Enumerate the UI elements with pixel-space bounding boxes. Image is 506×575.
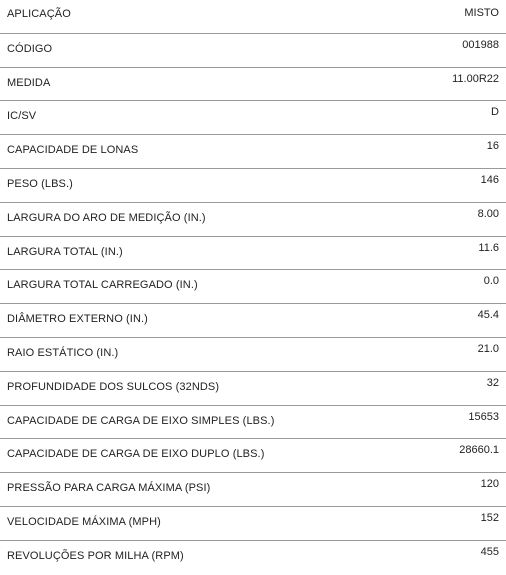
spec-row-ic-sv (0, 101, 506, 135)
spec-row-largura-aro (0, 203, 506, 237)
spec-row-revolucoes-milha (0, 541, 506, 575)
spec-label: VELOCIDADE MÁXIMA (MPH) (7, 515, 161, 528)
spec-value: 0.0 (483, 275, 499, 288)
spec-row-diametro-externo (0, 304, 506, 338)
spec-row-largura-total (0, 237, 506, 271)
spec-label: LARGURA TOTAL CARREGADO (IN.) (7, 279, 198, 292)
spec-label: APLICAÇÃO (7, 8, 71, 20)
spec-label: CAPACIDADE DE CARGA DE EIXO SIMPLES (LBS.) (7, 414, 275, 427)
spec-value: 28660.1 (459, 444, 499, 457)
spec-row-velocidade-maxima (0, 507, 506, 541)
spec-label: PROFUNDIDADE DOS SULCOS (32NDS) (7, 380, 220, 393)
spec-value: 16 (486, 140, 499, 153)
spec-value: 8.00 (477, 207, 499, 220)
spec-value: 152 (480, 511, 499, 524)
spec-value: 11.00R22 (452, 72, 499, 85)
spec-label: IC/SV (7, 110, 37, 123)
spec-label: CAPACIDADE DE LONAS (7, 144, 139, 157)
spec-row-profundidade-sulcos (0, 372, 506, 406)
spec-row-aplicacao (0, 0, 506, 34)
spec-label: MEDIDA (7, 76, 51, 89)
spec-row-largura-total-carregado (0, 270, 506, 304)
spec-value: 001988 (462, 38, 499, 51)
spec-label: REVOLUÇÕES POR MILHA (RPM) (7, 549, 184, 562)
spec-label: DIÂMETRO EXTERNO (IN.) (7, 313, 148, 326)
spec-value: D (491, 106, 499, 119)
spec-label: PESO (LBS.) (7, 177, 73, 190)
spec-label: LARGURA DO ARO DE MEDIÇÃO (IN.) (7, 211, 206, 224)
spec-label: LARGURA TOTAL (IN.) (7, 245, 123, 258)
spec-label: CÓDIGO (7, 42, 53, 55)
spec-value: 455 (480, 545, 499, 558)
spec-row-pressao-carga-maxima (0, 473, 506, 507)
spec-value: 120 (480, 478, 499, 491)
spec-row-carga-eixo-duplo (0, 439, 506, 473)
spec-row-raio-estatico (0, 338, 506, 372)
spec-row-medida (0, 68, 506, 102)
spec-row-codigo (0, 34, 506, 68)
spec-value: 15653 (468, 410, 499, 423)
spec-value: MISTO (464, 7, 499, 19)
spec-row-capacidade-lonas (0, 135, 506, 169)
spec-label: PRESSÃO PARA CARGA MÁXIMA (PSI) (7, 482, 211, 495)
spec-label: RAIO ESTÁTICO (IN.) (7, 346, 119, 359)
spec-value: 146 (480, 173, 499, 186)
spec-value: 21.0 (477, 342, 499, 355)
spec-value: 45.4 (477, 309, 499, 322)
spec-value: 32 (486, 376, 499, 389)
spec-label: CAPACIDADE DE CARGA DE EIXO DUPLO (LBS.) (7, 448, 265, 461)
spec-value: 11.6 (478, 241, 499, 254)
spec-row-peso (0, 169, 506, 203)
spec-row-carga-eixo-simples (0, 406, 506, 440)
